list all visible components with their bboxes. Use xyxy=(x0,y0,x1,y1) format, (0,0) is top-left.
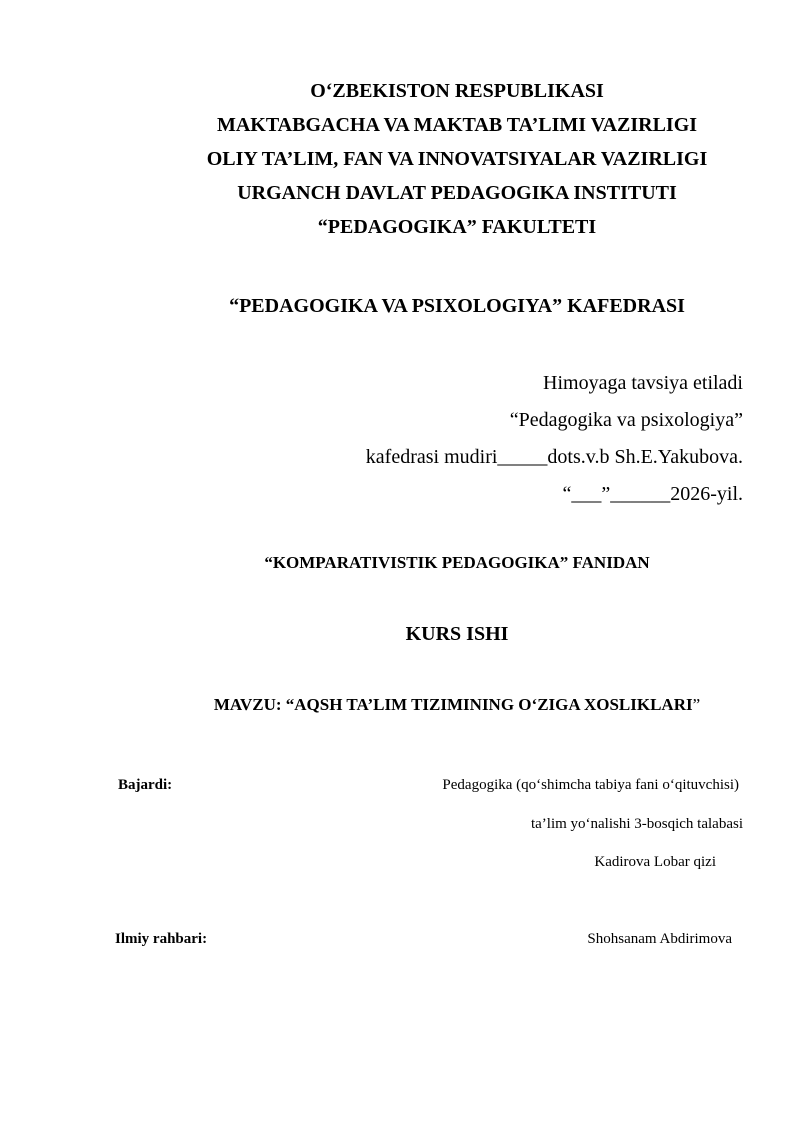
header-line-ministry-higher: OLIY TA’LIM, FAN VA INNOVATSIYALAR VAZIRLIGI xyxy=(206,148,708,170)
header-line-faculty: “PEDAGOGIKA” FAKULTETI xyxy=(317,216,597,238)
approval-line-head: kafedrasi mudiri_____dots.v.b Sh.E.Yakubova. xyxy=(365,446,743,468)
approval-block xyxy=(366,365,743,513)
subject-title: “KOMPARATIVISTIK PEDAGOGIKA” FANIDAN xyxy=(264,553,650,572)
supervisor-name: Shohsanam Abdirimova xyxy=(587,931,732,947)
supervisor-label: Ilmiy rahbari: xyxy=(115,931,208,947)
topic-line xyxy=(115,692,799,718)
approval-line-date: “___”______2026-yil. xyxy=(562,483,743,505)
performer-specialty-line2: ta’lim yo‘nalishi 3-bosqich talabasi xyxy=(530,816,743,832)
performer-specialty-line1: Pedagogika (qo‘shimcha tabiya fani o‘qituvchisi) xyxy=(442,777,739,793)
institution-header xyxy=(115,74,799,244)
approval-line-recommend: Himoyaga tavsiya etiladi xyxy=(543,372,743,394)
topic-bold-part: MAVZU: “AQSH TA’LIM TIZIMINING O‘ZIGA XOSLIKLARI xyxy=(213,695,693,714)
performer-name: Kadirova Lobar qizi xyxy=(594,854,716,870)
department-title: “PEDAGOGIKA VA PSIXOLOGIYA” KAFEDRASI xyxy=(229,295,685,317)
header-line-republic: O‘ZBEKISTON RESPUBLIKASI xyxy=(310,80,604,102)
topic-closing-quote: ” xyxy=(692,695,701,714)
header-line-institute: URGANCH DAVLAT PEDAGOGIKA INSTITUTI xyxy=(237,182,677,204)
approval-line-department: “Pedagogika va psixologiya” xyxy=(509,409,743,431)
performer-label: Bajardi: xyxy=(118,777,173,793)
work-type-title: KURS ISHI xyxy=(405,623,509,645)
header-line-ministry-preschool: MAKTABGACHA VA MAKTAB TA’LIMI VAZIRLIGI xyxy=(216,114,698,136)
